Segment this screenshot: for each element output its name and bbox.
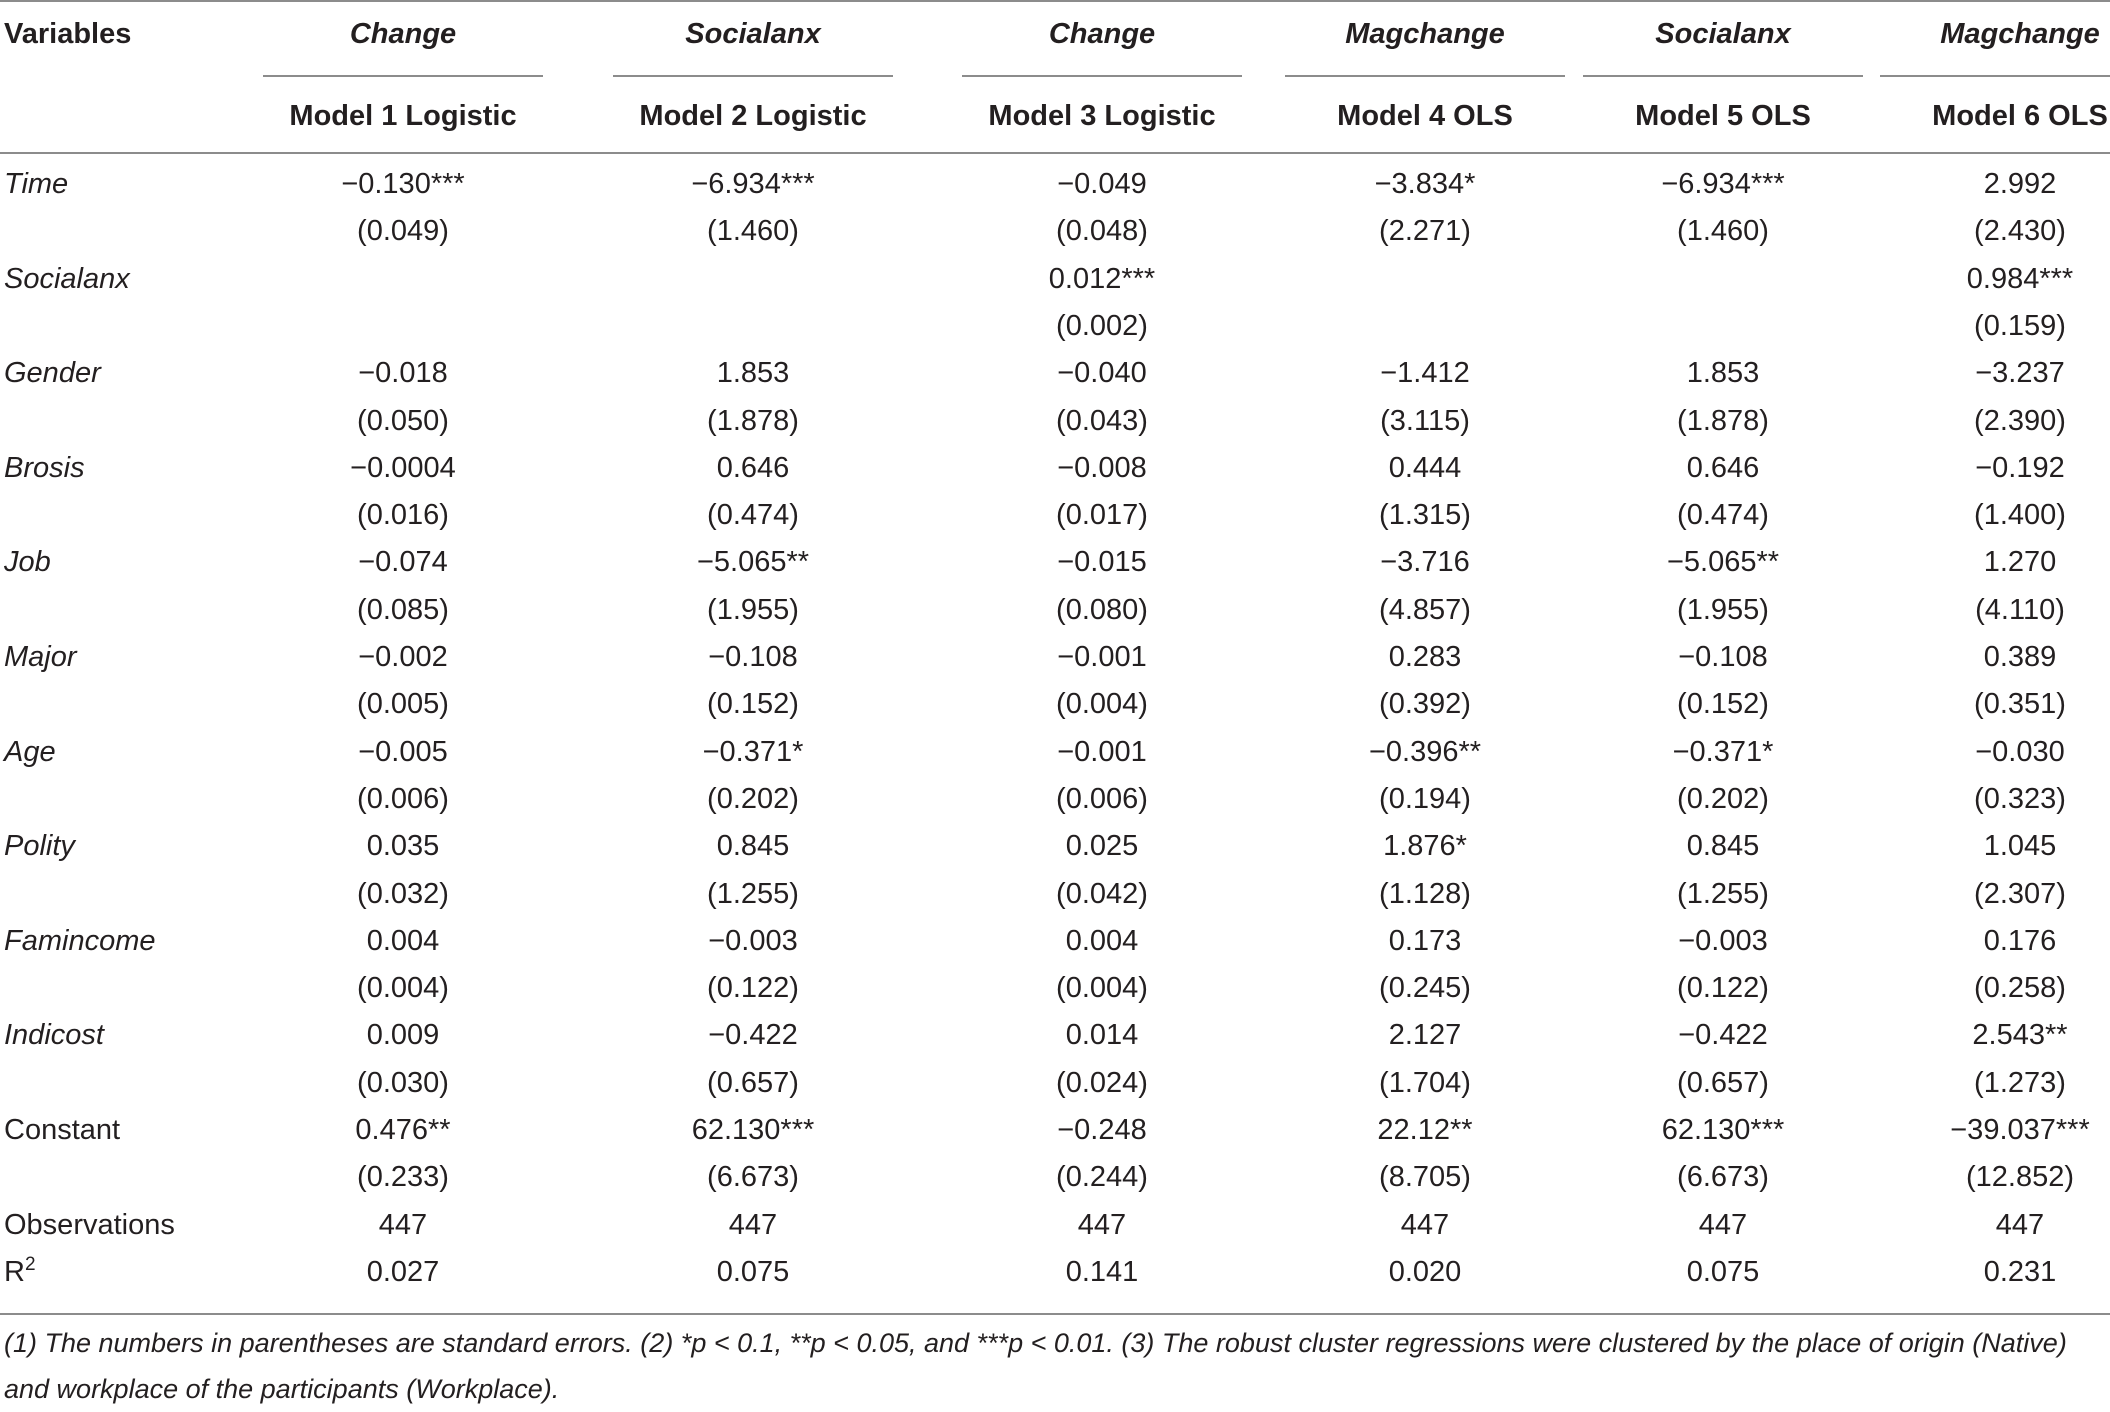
se-cell: (1.255) [1677, 877, 1769, 910]
se-cell: (1.128) [1379, 877, 1471, 910]
r2-cell: 0.075 [1686, 1255, 1760, 1288]
observations-cell: 447 [728, 1208, 778, 1241]
row-label: Gender [4, 357, 101, 390]
se-cell: (1.400) [1974, 499, 2066, 532]
se-cell: (1.955) [707, 593, 799, 626]
se-cell: (0.244) [1056, 1161, 1148, 1194]
coef-cell: −0.422 [1678, 1019, 1768, 1052]
coef-cell: −0.001 [1057, 641, 1147, 673]
r2-label-superscript: 2 [24, 1253, 36, 1275]
row-label: Polity [4, 830, 75, 863]
coef-cell: 0.476** [355, 1114, 451, 1146]
se-cell: (2.430) [1974, 215, 2066, 248]
se-cell: (0.043) [1056, 404, 1148, 437]
coef-cell: −3.834* [1374, 168, 1476, 200]
se-cell: (0.657) [707, 1066, 799, 1099]
variables-header: Variables [4, 18, 132, 50]
se-cell: (0.122) [1677, 972, 1769, 1005]
se-cell: (6.673) [1677, 1161, 1769, 1194]
se-cell: (1.255) [707, 877, 799, 910]
se-cell: (4.110) [1975, 593, 2065, 626]
coef-cell: −0.018 [358, 357, 448, 390]
dep-underline-3 [962, 75, 1242, 77]
se-cell: (0.474) [1677, 499, 1769, 532]
se-cell: (1.955) [1677, 593, 1769, 626]
se-cell: (1.273) [1974, 1066, 2066, 1099]
se-cell: (0.474) [707, 499, 799, 532]
se-cell: (0.202) [707, 782, 799, 815]
dep-var-6: Magchange [1940, 18, 2100, 50]
r2-label-text: R [4, 1255, 25, 1288]
coef-cell: −3.237 [1975, 357, 2065, 390]
coef-cell: −0.003 [1678, 924, 1768, 957]
se-cell: (1.460) [707, 215, 799, 248]
se-cell: (1.878) [1677, 404, 1769, 437]
coef-cell: 0.173 [1388, 924, 1462, 957]
coef-cell: −0.371* [1672, 735, 1774, 768]
row-label: Age [4, 735, 56, 768]
coef-cell: 0.646 [1686, 451, 1760, 484]
se-cell: (0.006) [1056, 782, 1148, 815]
se-cell: (0.194) [1379, 782, 1471, 815]
coef-cell: 62.130*** [691, 1114, 815, 1146]
coef-cell: −0.0004 [350, 451, 456, 484]
se-cell: (0.233) [357, 1161, 449, 1194]
row-label: Famincome [4, 924, 156, 957]
coef-cell: 0.009 [366, 1019, 440, 1052]
dep-underline-5 [1583, 75, 1863, 77]
se-cell: (12.852) [1965, 1161, 2074, 1194]
dep-var-3: Change [1048, 18, 1156, 50]
coef-cell: 0.025 [1065, 830, 1139, 863]
coef-cell: 0.012*** [1048, 262, 1156, 295]
model-3-header: Model 3 Logistic [988, 100, 1216, 132]
coef-cell: 0.176 [1983, 924, 2057, 957]
coef-cell: −0.002 [358, 641, 448, 673]
coef-cell: 1.853 [1686, 357, 1760, 390]
coef-cell: −0.030 [1975, 735, 2065, 768]
se-cell: (6.673) [707, 1161, 799, 1194]
coef-cell: −0.008 [1057, 451, 1147, 484]
coef-cell: 62.130*** [1661, 1114, 1785, 1146]
model-5-header: Model 5 OLS [1635, 100, 1811, 132]
coef-cell: −1.412 [1380, 357, 1470, 390]
coef-cell: 1.270 [1983, 546, 2057, 579]
coef-cell: 0.014 [1065, 1019, 1139, 1052]
se-cell: (2.307) [1974, 877, 2066, 910]
se-cell: (0.002) [1056, 309, 1148, 342]
se-cell: (8.705) [1379, 1161, 1471, 1194]
dep-var-2: Socialanx [685, 18, 821, 50]
coef-cell: −0.049 [1057, 168, 1147, 200]
se-cell: (0.258) [1974, 972, 2066, 1005]
coef-cell: −0.108 [1678, 641, 1768, 673]
se-cell: (0.392) [1379, 688, 1471, 721]
coef-cell: 2.992 [1983, 168, 2057, 200]
se-cell: (0.245) [1379, 972, 1471, 1005]
r2-cell: 0.027 [366, 1255, 440, 1288]
observations-cell: 447 [1400, 1208, 1450, 1241]
r2-label [4, 1253, 36, 1289]
se-cell: (1.460) [1677, 215, 1769, 248]
se-cell: (0.159) [1974, 309, 2066, 342]
coef-cell: 0.004 [366, 924, 440, 957]
se-cell: (1.878) [707, 404, 799, 437]
observations-cell: 447 [1698, 1208, 1748, 1241]
coef-cell: −6.934*** [691, 168, 815, 200]
coef-cell: −0.248 [1057, 1114, 1147, 1146]
model-6-header: Model 6 OLS [1932, 100, 2108, 132]
observations-cell: 447 [378, 1208, 428, 1241]
dep-underline-6 [1880, 75, 2110, 77]
top-rule [0, 0, 2110, 2]
se-cell: (2.390) [1974, 404, 2066, 437]
se-cell: (0.080) [1056, 593, 1148, 626]
coef-cell: 0.035 [366, 830, 440, 863]
se-cell: (0.323) [1974, 782, 2066, 815]
se-cell: (0.657) [1677, 1066, 1769, 1099]
coef-cell: −0.074 [358, 546, 448, 579]
coef-cell: −0.371* [702, 735, 804, 768]
coef-cell: −0.192 [1975, 451, 2065, 484]
coef-cell: 0.984*** [1966, 262, 2074, 295]
dep-underline-1 [263, 75, 543, 77]
r2-cell: 0.075 [716, 1255, 790, 1288]
coef-cell: 2.127 [1388, 1019, 1462, 1052]
coef-cell: 0.646 [716, 451, 790, 484]
coef-cell: −6.934*** [1661, 168, 1785, 200]
se-cell: (0.048) [1056, 215, 1148, 248]
coef-cell: −0.015 [1057, 546, 1147, 579]
r2-cell: 0.020 [1388, 1255, 1462, 1288]
coef-cell: 1.045 [1983, 830, 2057, 863]
dep-underline-4 [1285, 75, 1565, 77]
se-cell: (0.351) [1974, 688, 2066, 721]
coef-cell: 2.543** [1972, 1019, 2068, 1052]
se-cell: (0.152) [1677, 688, 1769, 721]
coef-cell: −0.422 [708, 1019, 798, 1052]
table-notes: (1) The numbers in parentheses are standard errors. (2) *p < 0.1, **p < 0.05, and ***p < 0.01. (3) The robust cluster regressions were clustered by the place of origin (Native) and workplace of the participants (Workplace). [4, 1328, 2067, 1404]
se-cell: (2.271) [1379, 215, 1471, 248]
dep-var-1: Change [349, 18, 457, 50]
header-bottom-rule [0, 152, 2110, 154]
se-cell: (0.050) [357, 404, 449, 437]
se-cell: (0.004) [357, 972, 449, 1005]
table-bottom-rule [0, 1313, 2110, 1315]
se-cell: (0.016) [357, 499, 449, 532]
se-cell: (0.017) [1056, 499, 1148, 532]
observations-cell: 447 [1077, 1208, 1127, 1241]
row-label: Brosis [4, 451, 85, 484]
se-cell: (0.049) [357, 215, 449, 248]
se-cell: (0.152) [707, 688, 799, 721]
row-label: Indicost [4, 1019, 104, 1052]
coef-cell: −0.396** [1368, 735, 1482, 768]
coef-cell: 22.12** [1377, 1114, 1473, 1146]
se-cell: (0.005) [357, 688, 449, 721]
coef-cell: 1.876* [1383, 830, 1467, 863]
row-label: Job [4, 546, 51, 579]
model-1-header: Model 1 Logistic [289, 100, 517, 132]
se-cell: (4.857) [1379, 593, 1471, 626]
se-cell: (0.024) [1056, 1066, 1148, 1099]
se-cell: (0.004) [1056, 972, 1148, 1005]
observations-label: Observations [4, 1208, 175, 1241]
coef-cell: 0.845 [716, 830, 790, 863]
se-cell: (0.006) [357, 782, 449, 815]
se-cell: (0.032) [357, 877, 449, 910]
coef-cell: −0.108 [708, 641, 798, 673]
coef-cell: 0.004 [1065, 924, 1139, 957]
se-cell: (0.122) [707, 972, 799, 1005]
row-label: Socialanx [4, 262, 130, 295]
se-cell: (1.315) [1379, 499, 1471, 532]
coef-cell: −5.065** [696, 546, 810, 579]
row-label: Major [4, 641, 77, 673]
coef-cell: −3.716 [1380, 546, 1470, 579]
model-2-header: Model 2 Logistic [639, 100, 867, 132]
coef-cell: −0.005 [358, 735, 448, 768]
coef-cell: −0.040 [1057, 357, 1147, 390]
r2-cell: 0.141 [1065, 1255, 1139, 1288]
se-cell: (1.704) [1379, 1066, 1471, 1099]
dep-underline-2 [613, 75, 893, 77]
coef-cell: 1.853 [716, 357, 790, 390]
se-cell: (3.115) [1380, 404, 1470, 437]
coef-cell: −39.037*** [1950, 1114, 2090, 1146]
coef-cell: 0.283 [1388, 641, 1462, 673]
coef-cell: −5.065** [1666, 546, 1780, 579]
row-label: Time [4, 168, 69, 200]
se-cell: (0.030) [357, 1066, 449, 1099]
observations-cell: 447 [1995, 1208, 2045, 1241]
dep-var-5: Socialanx [1655, 18, 1791, 50]
coef-cell: −0.001 [1057, 735, 1147, 768]
se-cell: (0.004) [1056, 688, 1148, 721]
se-cell: (0.202) [1677, 782, 1769, 815]
coef-cell: −0.003 [708, 924, 798, 957]
coef-cell: 0.444 [1388, 451, 1462, 484]
r2-cell: 0.231 [1983, 1255, 2057, 1288]
coef-cell: 0.845 [1686, 830, 1760, 863]
se-cell: (0.042) [1056, 877, 1148, 910]
row-label: Constant [4, 1114, 121, 1146]
coef-cell: 0.389 [1983, 641, 2057, 673]
dep-var-4: Magchange [1345, 18, 1505, 50]
model-4-header: Model 4 OLS [1337, 100, 1513, 132]
se-cell: (0.085) [357, 593, 449, 626]
coef-cell: −0.130*** [341, 168, 465, 200]
